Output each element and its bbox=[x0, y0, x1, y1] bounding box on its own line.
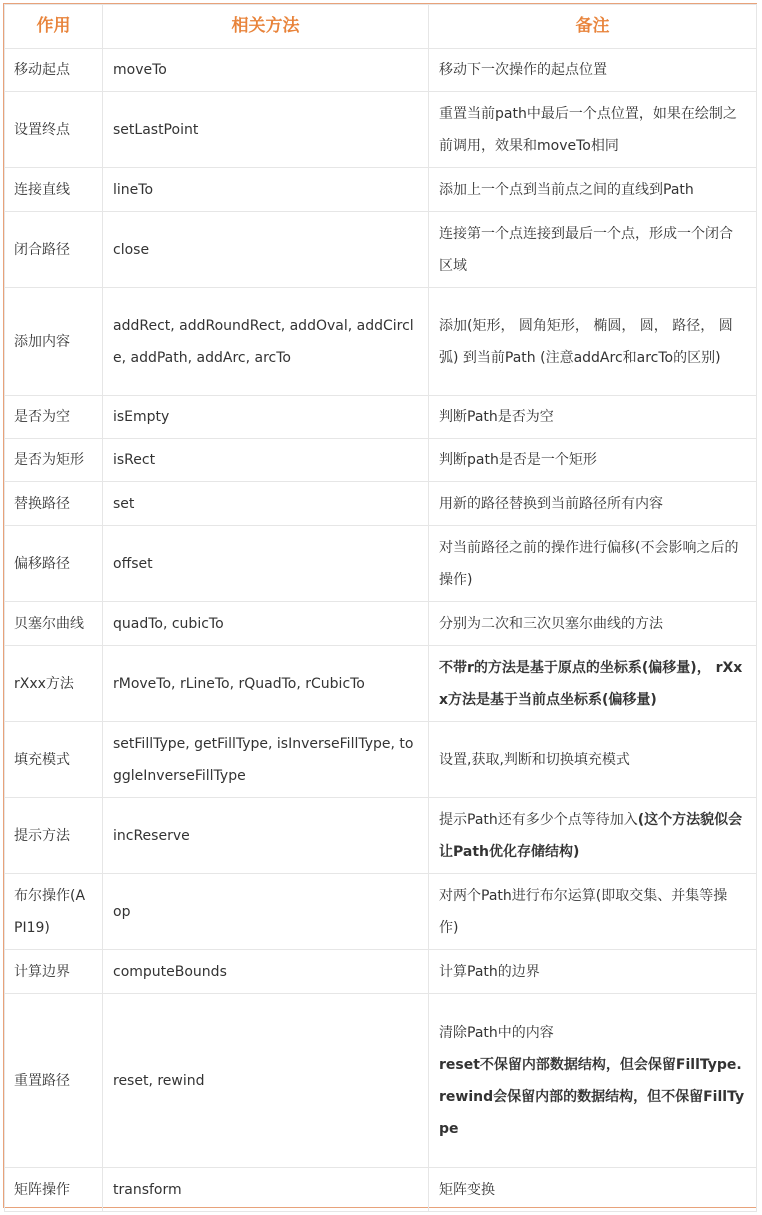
cell-methods: lineTo bbox=[103, 168, 429, 212]
cell-purpose: 闭合路径 bbox=[5, 212, 103, 288]
cell-note bbox=[429, 1168, 757, 1212]
cell-methods: close bbox=[103, 212, 429, 288]
cell-purpose: 计算边界 bbox=[5, 950, 103, 994]
table-row bbox=[5, 439, 757, 482]
cell-note bbox=[429, 646, 757, 722]
cell-methods: set bbox=[103, 482, 429, 526]
note-text: 对两个Path进行布尔运算(即取交集、并集等操作) bbox=[439, 887, 728, 936]
note-text: 添加上一个点到当前点之间的直线到Path bbox=[439, 181, 694, 198]
table-row bbox=[5, 994, 757, 1168]
note-text: 设置,获取,判断和切换填充模式 bbox=[439, 751, 630, 768]
note-text: 重置当前path中最后一个点位置，如果在绘制之前调用，效果和moveTo相同 bbox=[439, 105, 737, 154]
table-row bbox=[5, 798, 757, 874]
cell-methods: transform bbox=[103, 1168, 429, 1212]
cell-purpose: 提示方法 bbox=[5, 798, 103, 874]
cell-purpose: 偏移路径 bbox=[5, 526, 103, 602]
cell-purpose: 移动起点 bbox=[5, 49, 103, 92]
header-purpose: 作用 bbox=[5, 5, 103, 49]
cell-note bbox=[429, 798, 757, 874]
note-text: 判断path是否是一个矩形 bbox=[439, 452, 597, 468]
cell-note bbox=[429, 92, 757, 168]
table-row bbox=[5, 288, 757, 396]
cell-methods: offset bbox=[103, 526, 429, 602]
note-text: 计算Path的边界 bbox=[439, 963, 540, 980]
cell-note bbox=[429, 950, 757, 994]
note-text: 用新的路径替换到当前路径所有内容 bbox=[439, 495, 663, 512]
cell-methods: addRect, addRoundRect, addOval, addCircle, addPath, addArc, arcTo bbox=[103, 288, 429, 396]
note-text: 移动下一次操作的起点位置 bbox=[439, 62, 607, 78]
cell-purpose: 重置路径 bbox=[5, 994, 103, 1168]
cell-purpose: 设置终点 bbox=[5, 92, 103, 168]
cell-methods: quadTo, cubicTo bbox=[103, 602, 429, 646]
header-notes: 备注 bbox=[429, 5, 757, 49]
cell-methods: setFillType, getFillType, isInverseFillType, toggleInverseFillType bbox=[103, 722, 429, 798]
table-row bbox=[5, 526, 757, 602]
cell-note bbox=[429, 602, 757, 646]
cell-purpose: 连接直线 bbox=[5, 168, 103, 212]
note-bold-text: rewind会保留内部的数据结构，但不保留FillType bbox=[439, 1088, 745, 1137]
cell-note bbox=[429, 722, 757, 798]
cell-purpose: rXxx方法 bbox=[5, 646, 103, 722]
note-bold-text: reset不保留内部数据结构，但会保留FillType. bbox=[439, 1056, 742, 1073]
cell-purpose: 替换路径 bbox=[5, 482, 103, 526]
cell-methods: op bbox=[103, 874, 429, 950]
cell-purpose: 贝塞尔曲线 bbox=[5, 602, 103, 646]
note-text: 提示Path还有多少个点等待加入 bbox=[439, 811, 638, 828]
cell-note bbox=[429, 396, 757, 439]
cell-methods: rMoveTo, rLineTo, rQuadTo, rCubicTo bbox=[103, 646, 429, 722]
note-text: 分别为二次和三次贝塞尔曲线的方法 bbox=[439, 615, 663, 632]
note-bold-text: (这个方法貌似会让Path优化存储结构) bbox=[439, 811, 743, 860]
cell-methods: setLastPoint bbox=[103, 92, 429, 168]
table-row bbox=[5, 49, 757, 92]
cell-note bbox=[429, 212, 757, 288]
table-row bbox=[5, 602, 757, 646]
table-row bbox=[5, 646, 757, 722]
cell-purpose: 矩阵操作 bbox=[5, 1168, 103, 1212]
cell-purpose: 添加内容 bbox=[5, 288, 103, 396]
cell-note bbox=[429, 994, 757, 1168]
cell-purpose: 是否为空 bbox=[5, 396, 103, 439]
cell-note bbox=[429, 288, 757, 396]
table-frame bbox=[3, 3, 757, 1208]
note-text: 矩阵变换 bbox=[439, 1181, 495, 1198]
note-text: 判断Path是否为空 bbox=[439, 409, 554, 425]
cell-methods: isRect bbox=[103, 439, 429, 482]
cell-note bbox=[429, 168, 757, 212]
table-row bbox=[5, 874, 757, 950]
cell-methods: reset, rewind bbox=[103, 994, 429, 1168]
cell-purpose: 布尔操作(API19) bbox=[5, 874, 103, 950]
cell-note bbox=[429, 526, 757, 602]
note-text: 连接第一个点连接到最后一个点，形成一个闭合区域 bbox=[439, 225, 733, 274]
cell-purpose: 填充模式 bbox=[5, 722, 103, 798]
cell-methods: moveTo bbox=[103, 49, 429, 92]
cell-methods: computeBounds bbox=[103, 950, 429, 994]
table-row bbox=[5, 950, 757, 994]
header-methods: 相关方法 bbox=[103, 5, 429, 49]
cell-note bbox=[429, 482, 757, 526]
note-text: 添加(矩形， 圆角矩形， 椭圆， 圆， 路径， 圆弧) 到当前Path (注意addArc和arcTo的区别) bbox=[439, 317, 733, 366]
table-header-row bbox=[5, 5, 757, 49]
note-text: 清除Path中的内容 bbox=[439, 1024, 554, 1041]
note-text: 对当前路径之前的操作进行偏移(不会影响之后的操作) bbox=[439, 539, 739, 588]
table-row bbox=[5, 722, 757, 798]
table-row bbox=[5, 396, 757, 439]
cell-note bbox=[429, 49, 757, 92]
cell-note bbox=[429, 439, 757, 482]
path-methods-table bbox=[4, 4, 757, 1212]
cell-methods: incReserve bbox=[103, 798, 429, 874]
cell-methods: isEmpty bbox=[103, 396, 429, 439]
table-row bbox=[5, 92, 757, 168]
cell-purpose: 是否为矩形 bbox=[5, 439, 103, 482]
note-bold-text: 不带r的方法是基于原点的坐标系(偏移量)， rXxx方法是基于当前点坐标系(偏移量) bbox=[439, 659, 743, 708]
cell-note bbox=[429, 874, 757, 950]
table-row bbox=[5, 168, 757, 212]
table-row bbox=[5, 212, 757, 288]
table-row bbox=[5, 1168, 757, 1212]
table-row bbox=[5, 482, 757, 526]
